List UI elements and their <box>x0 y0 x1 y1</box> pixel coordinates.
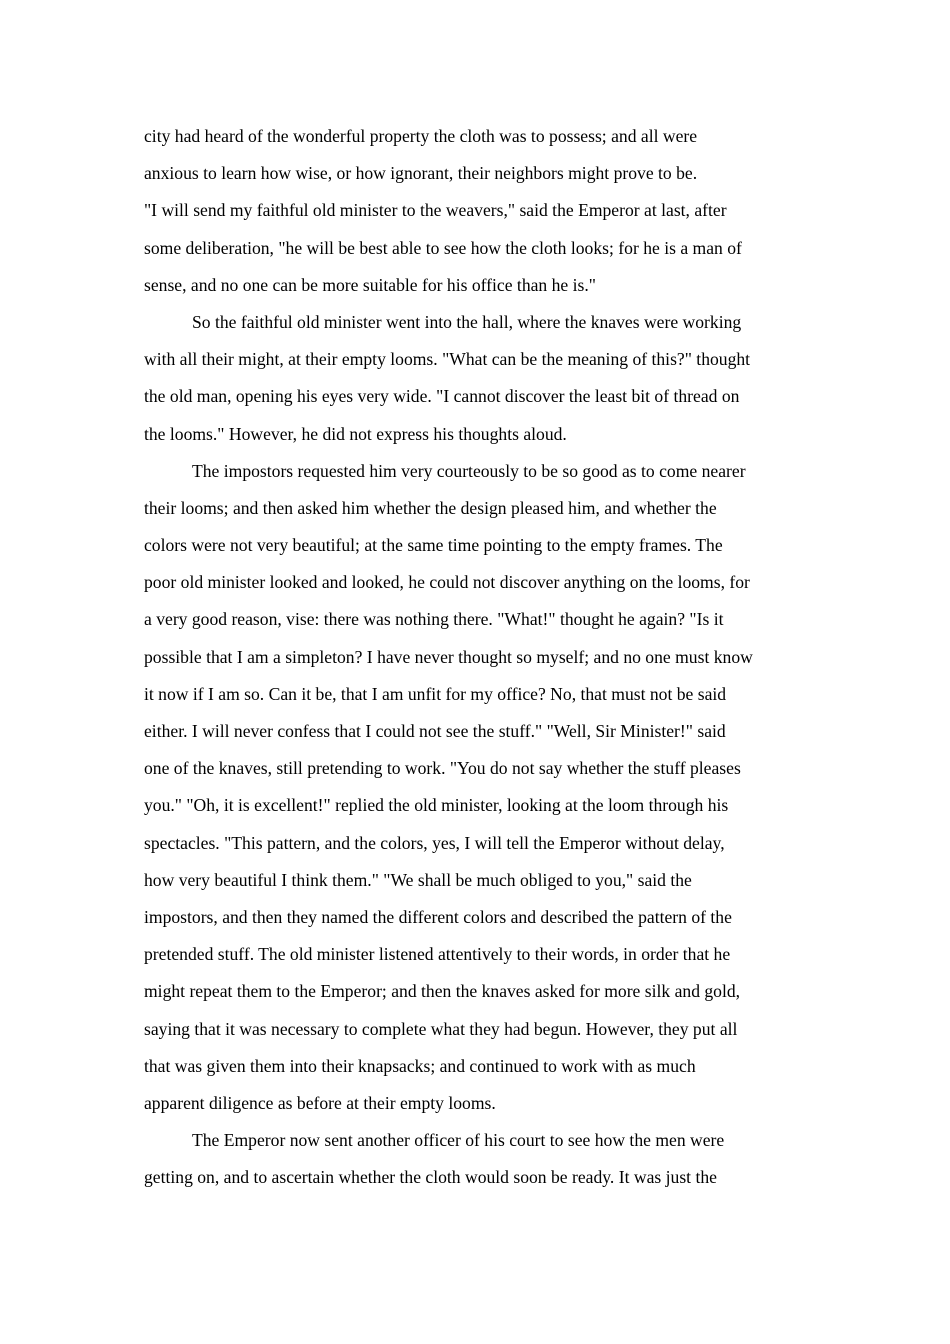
text-line: might repeat them to the Emperor; and then the knaves asked for more silk and gold, <box>144 981 741 1002</box>
text-line: how very beautiful I think them." "We shall be much obliged to you," said the <box>144 869 692 890</box>
paragraph-first-line: The Emperor now sent another officer of his court to see how the men were <box>192 1130 725 1151</box>
text-line: anxious to learn how wise, or how ignorant, their neighbors might prove to be. <box>144 163 698 184</box>
text-line: the old man, opening his eyes very wide. "I cannot discover the least bit of thread on <box>144 386 740 407</box>
body-text <box>144 118 814 1196</box>
text-line: either. I will never confess that I could not see the stuff." "Well, Sir Minister!" said <box>144 721 726 741</box>
paragraph-first-line: So the faithful old minister went into the hall, where the knaves were working <box>192 311 742 332</box>
text-line: with all their might, at their empty looms. "What can be the meaning of this?" thought <box>144 349 751 370</box>
text-line: "I will send my faithful old minister to the weavers," said the Emperor at last, after <box>144 200 727 221</box>
text-line: impostors, and then they named the different colors and described the pattern of the <box>144 906 732 927</box>
text-line: one of the knaves, still pretending to work. "You do not say whether the stuff pleases <box>144 758 741 779</box>
text-line: that was given them into their knapsacks; and continued to work with as much <box>144 1055 696 1076</box>
text-line: you." "Oh, it is excellent!" replied the old minister, looking at the loom through his <box>144 795 729 816</box>
text-line: colors were not very beautiful; at the same time pointing to the empty frames. The <box>144 535 723 556</box>
paragraph-first-line: The impostors requested him very courteously to be so good as to come nearer <box>192 460 746 481</box>
text-line: a very good reason, vise: there was nothing there. "What!" thought he again? "Is it <box>144 609 724 630</box>
text-line: saying that it was necessary to complete what they had begun. However, they put all <box>144 1018 738 1039</box>
text-line: pretended stuff. The old minister listened attentively to their words, in order that he <box>144 944 731 965</box>
text-line: apparent diligence as before at their empty looms. <box>144 1092 496 1113</box>
text-line: sense, and no one can be more suitable for his office than he is." <box>144 274 596 295</box>
text-line: spectacles. "This pattern, and the colors, yes, I will tell the Emperor without delay, <box>144 832 725 853</box>
text-line: their looms; and then asked him whether the design pleased him, and whether the <box>144 497 717 518</box>
text-line: city had heard of the wonderful property the cloth was to possess; and all were <box>144 126 698 146</box>
text-line: some deliberation, "he will be best able to see how the cloth looks; for he is a man of <box>144 237 742 258</box>
text-line: possible that I am a simpleton? I have never thought so myself; and no one must know <box>144 646 753 667</box>
text-line: getting on, and to ascertain whether the cloth would soon be ready. It was just the <box>144 1167 717 1188</box>
text-line: poor old minister looked and looked, he could not discover anything on the looms, for <box>144 572 750 593</box>
text-line: it now if I am so. Can it be, that I am unfit for my office? No, that must not be said <box>144 683 727 704</box>
text-line: the looms." However, he did not express his thoughts aloud. <box>144 423 567 444</box>
